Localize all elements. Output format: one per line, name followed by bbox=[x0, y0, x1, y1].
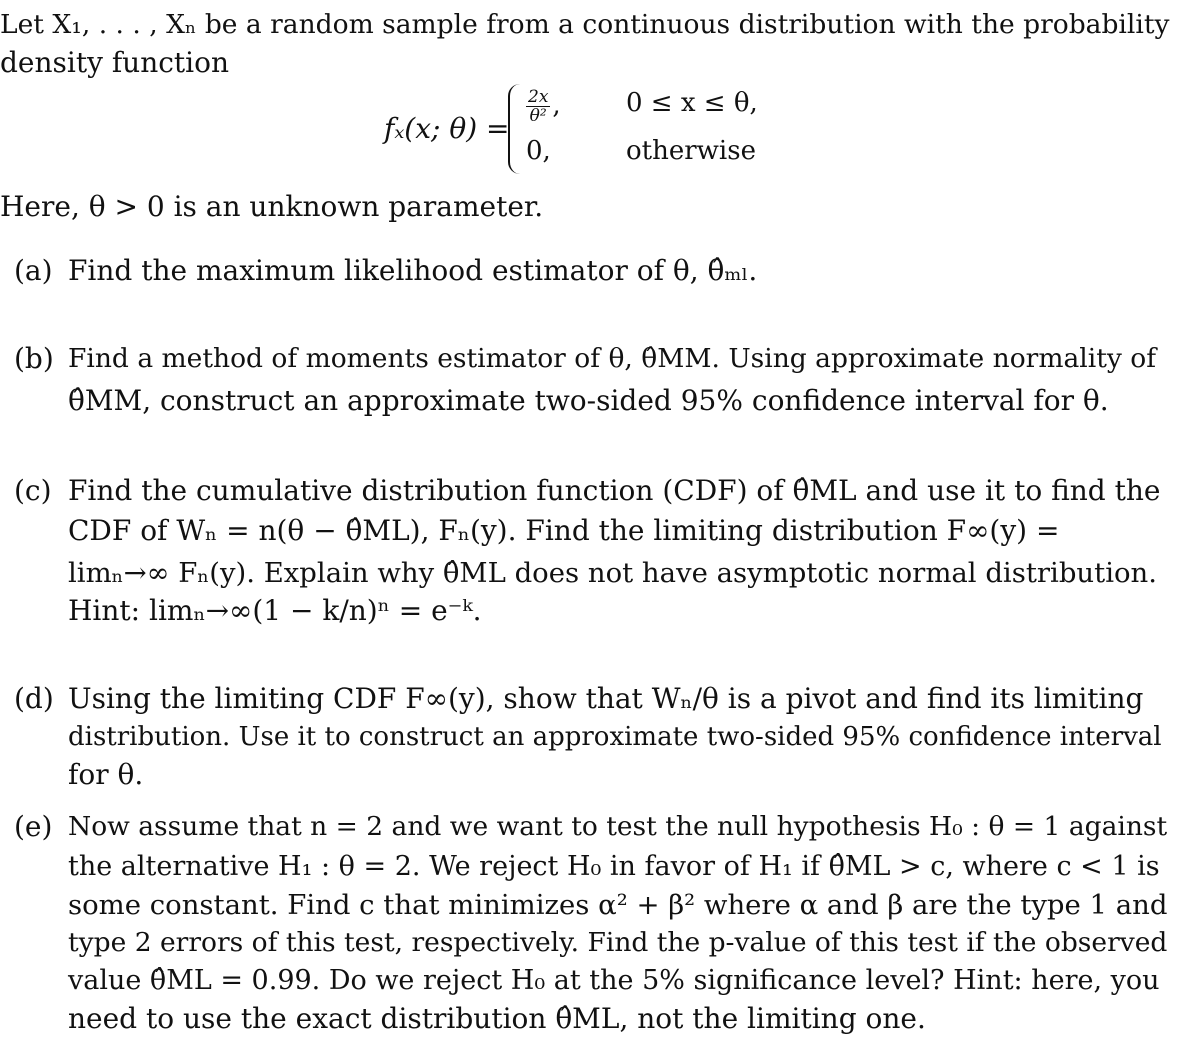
part-d-line-1: Using the limiting CDF F∞(y), show that Wₙ/θ is a pivot and find its limiting bbox=[68, 682, 1144, 715]
part-c-line-2: CDF of Wₙ = n(θ − θ̂ML), Fₙ(y). Find the limiting distribution F∞(y) = bbox=[68, 514, 1060, 547]
part-e-line-3: some constant. Find c that minimizes α² + β² where α and β are the type 1 and bbox=[68, 889, 1168, 921]
part-e-line-6: need to use the exact distribution θ̂ML, not the limiting one. bbox=[68, 1002, 926, 1035]
left-brace-icon bbox=[508, 84, 524, 174]
part-c-line-4: Hint: limₙ→∞(1 − k/n)ⁿ = e⁻ᵏ. bbox=[68, 594, 482, 627]
fraction-denominator: θ² bbox=[529, 106, 547, 126]
formula-lhs: fₓ(x; θ) = bbox=[384, 112, 510, 145]
part-b-line-2: θ̂MM, construct an approximate two-sided 95% confidence interval for θ. bbox=[68, 384, 1109, 417]
part-d-line-2: distribution. Use it to construct an approximate two-sided 95% confidence interval bbox=[68, 722, 1162, 752]
formula-case-1-condition: 0 ≤ x ≤ θ, bbox=[626, 88, 758, 118]
part-c-label: (c) bbox=[14, 474, 52, 507]
part-b-label: (b) bbox=[14, 342, 54, 375]
fraction-numerator: 2x bbox=[528, 87, 549, 107]
part-d-line-3: for θ. bbox=[68, 758, 144, 791]
part-c-line-3: limₙ→∞ Fₙ(y). Explain why θ̂ML does not have asymptotic normal distribution. bbox=[68, 557, 1158, 589]
density-formula bbox=[380, 84, 800, 176]
formula-case-2-condition: otherwise bbox=[626, 136, 756, 166]
part-a-label: (a) bbox=[14, 254, 53, 287]
intro-line-2: density function bbox=[0, 46, 230, 79]
part-a-line-1: Find the maximum likelihood estimator of θ, θ̂ₘₗ. bbox=[68, 254, 758, 287]
part-c-line-1: Find the cumulative distribution function (CDF) of θ̂ML and use it to find the bbox=[68, 474, 1161, 507]
formula-fraction bbox=[526, 88, 550, 125]
part-e-label: (e) bbox=[14, 810, 53, 843]
formula-case-1: $\frac{2x}{\text{θ²}}$ , bbox=[528, 87, 561, 126]
part-e-line-5: value θ̂ML = 0.99. Do we reject H₀ at the 5% significance level? Hint: here, you bbox=[68, 965, 1160, 996]
intro-line-1: Let X₁, . . . , Xₙ be a random sample from a continuous distribution with the probability bbox=[0, 9, 1170, 40]
part-e-line-4: type 2 errors of this test, respectively. Find the p-value of this test if the observed bbox=[68, 927, 1168, 958]
formula-case-2-value: 0, bbox=[526, 136, 551, 166]
part-e-line-2: the alternative H₁ : θ = 2. We reject H₀ in favor of H₁ if θ̂ML > c, where c < 1 is bbox=[68, 851, 1160, 882]
part-e-line-1: Now assume that n = 2 and we want to test the null hypothesis H₀ : θ = 1 against bbox=[68, 811, 1168, 842]
part-b-line-1: Find a method of moments estimator of θ, θ̂MM. Using approximate normality of bbox=[68, 343, 1157, 374]
parameter-note: Here, θ > 0 is an unknown parameter. bbox=[0, 190, 544, 223]
part-d-label: (d) bbox=[14, 682, 54, 715]
